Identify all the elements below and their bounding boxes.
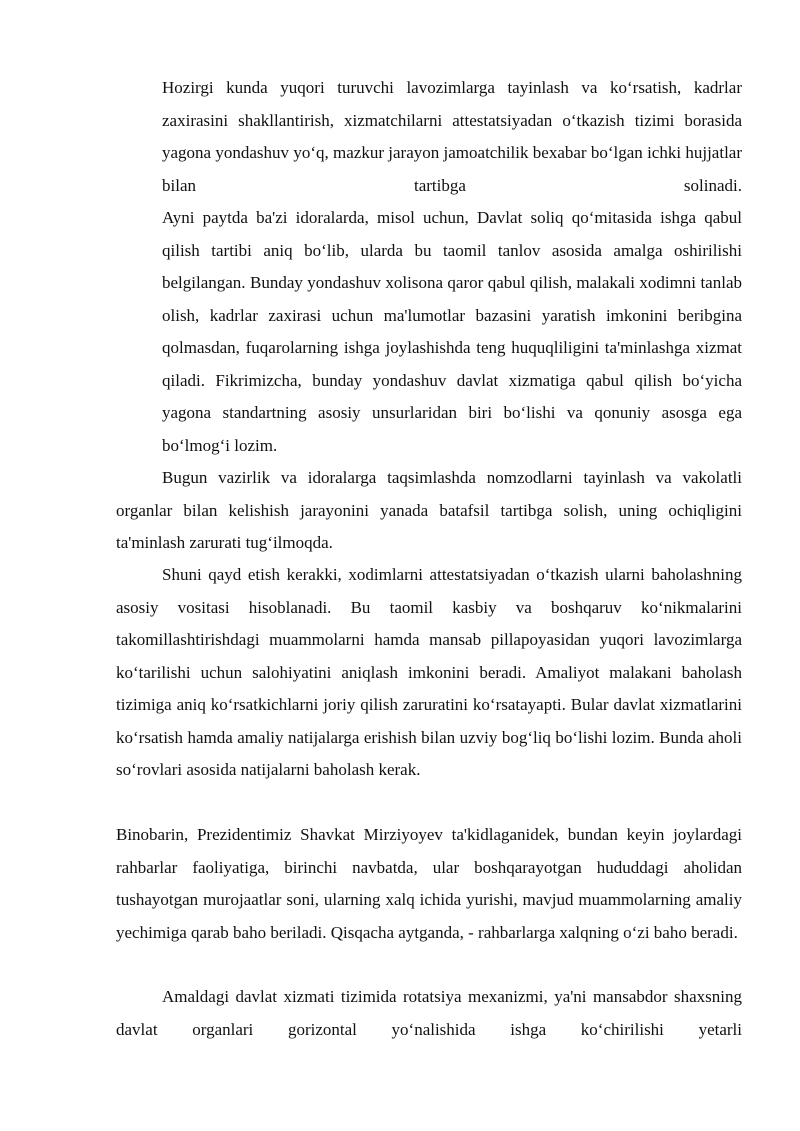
paragraph-1: Hozirgi kunda yuqori turuvchi lavozimlarga tayinlash va ko‘rsatish, kadrlar zaxirasini shakllantirish, xizmatchilarni attestatsiyadan o‘tkazish tizimi borasida yagona yondashuv yo‘q, mazkur jarayon jamoatchilik bexabar bo‘lgan ichki hujjatlar bilan tartibga solinadi. [162,78,742,195]
paragraph-6: Amaldagi davlat xizmati tizimida rotatsiya mexanizmi, ya'ni mansabdor shaxsning davlat organlari gorizontal yo‘nalishida ishga ko‘chirilishi yetarli [116,987,742,1039]
paragraph-5: Binobarin, Prezidentimiz Shavkat Mirziyoyev ta'kidlaganidek, bundan keyin joylardagi rahbarlar faoliyatiga, birinchi navbatda, ular boshqarayotgan hududdagi aholidan tushayotgan murojaatlar soni, ularning xalq ichida yurishi, mavjud muammolarning amaliy yechimiga qarab baho beriladi. Qisqacha aytganda, - rahbarlarga xalqning o‘zi baho beradi. [116,825,742,942]
paragraph-4: Shuni qayd etish kerakki, xodimlarni attestatsiyadan o‘tkazish ularni baholashning asosiy vositasi hisoblanadi. Bu taomil kasbiy va boshqaruv ko‘nikmalarini takomillashtirishdagi muammolarni hamda mansab pillapoyasidan yuqori lavozimlarga ko‘tarilishi uchun salohiyatini aniqlash imkonini beradi. Amaliyot malakani baholash tizimiga aniq ko‘rsatkichlarni joriy qilish zaruratini ko‘rsatayapti. Bular davlat xizmatlarini ko‘rsatish hamda amaliy natijalarga erishish bilan uzviy bog‘liq bo‘lishi lozim. Bunda aholi so‘rovlari asosida natijalarni baholash kerak. [116,565,742,779]
paragraph-3: Bugun vazirlik va idoralarga taqsimlashda nomzodlarni tayinlash va vakolatli organlar bilan kelishish jarayonini yanada batafsil tartibga solish, uning ochiqligini ta'minlash zarurati tug‘ilmoqda. [116,468,742,552]
paragraph-2: Ayni paytda ba'zi idoralarda, misol uchun, Davlat soliq qo‘mitasida ishga qabul qilish tartibi aniq bo‘lib, ularda bu taomil tanlov asosida amalga oshirilishi belgilangan. Bunday yondashuv xolisona qaror qabul qilish, malakali xodimni tanlab olish, kadrlar zaxirasi uchun ma'lumotlar bazasini yaratish imkonini beribgina qolmasdan, fuqarolarning ishga joylashishda teng huquqliligini ta'minlashga xizmat qiladi. Fikrimizcha, bunday yondashuv davlat xizmatiga qabul qilish bo‘yicha yagona standartning asosiy unsurlaridan biri bo‘lishi va qonuniy asosga ega bo‘lmog‘i lozim. [162,208,742,455]
